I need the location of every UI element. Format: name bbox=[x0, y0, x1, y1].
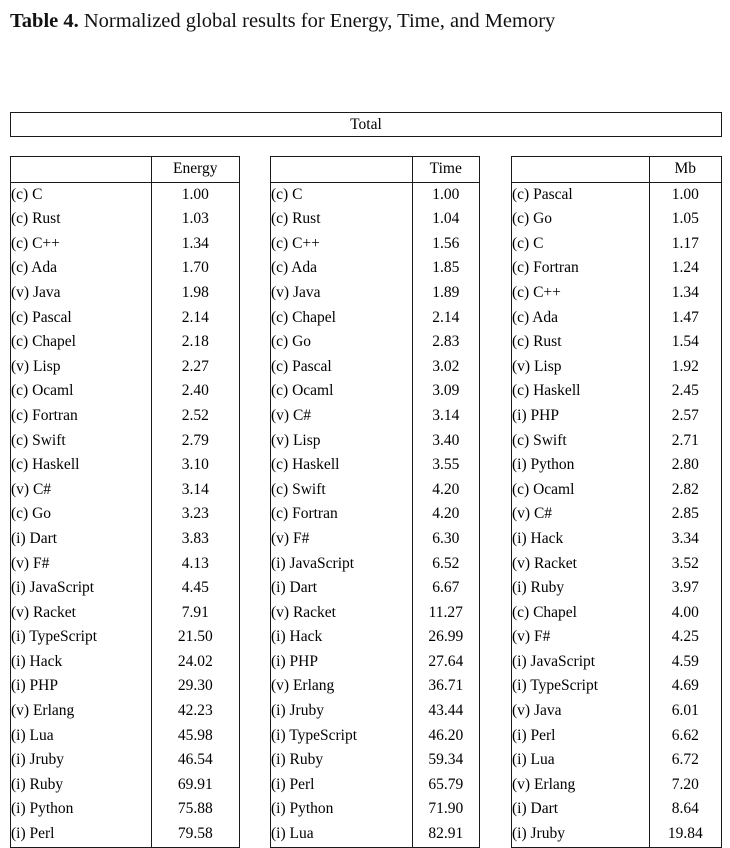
table-row bbox=[11, 256, 239, 281]
table-row bbox=[512, 527, 721, 552]
value-cell: 65.79 bbox=[412, 773, 479, 798]
value-cell: 1.34 bbox=[649, 281, 721, 306]
table-row bbox=[11, 773, 239, 798]
energy-table-grid bbox=[11, 157, 239, 847]
value-cell: 71.90 bbox=[412, 797, 479, 822]
value-cell: 36.71 bbox=[412, 674, 479, 699]
table-row bbox=[11, 453, 239, 478]
value-cell: 2.14 bbox=[151, 306, 239, 331]
energy-lang-header bbox=[11, 157, 151, 182]
table-row bbox=[271, 306, 479, 331]
value-cell: 6.52 bbox=[412, 552, 479, 577]
language-cell: (i) Python bbox=[271, 800, 334, 818]
table-row bbox=[512, 330, 721, 355]
table-row bbox=[271, 478, 479, 503]
value-cell: 59.34 bbox=[412, 748, 479, 773]
table-row bbox=[11, 699, 239, 724]
table-row bbox=[512, 601, 721, 626]
value-cell: 6.62 bbox=[649, 724, 721, 749]
table-caption-label: Table 4. bbox=[10, 10, 79, 32]
value-cell: 6.72 bbox=[649, 748, 721, 773]
time-table-body bbox=[271, 182, 479, 847]
table-row bbox=[271, 429, 479, 454]
language-cell: (i) Jruby bbox=[512, 825, 565, 843]
value-cell: 1.34 bbox=[151, 232, 239, 257]
language-cell: (v) C# bbox=[512, 505, 553, 523]
table-row bbox=[512, 625, 721, 650]
table-row bbox=[271, 724, 479, 749]
language-cell: (i) Lua bbox=[512, 751, 555, 769]
language-cell: (i) Lua bbox=[271, 825, 314, 843]
language-cell: (c) Ada bbox=[271, 259, 318, 277]
value-cell: 19.84 bbox=[649, 822, 721, 847]
time-lang-header bbox=[271, 157, 412, 182]
language-cell: (i) PHP bbox=[11, 677, 58, 695]
language-cell: (i) TypeScript bbox=[512, 677, 599, 695]
table-row bbox=[271, 601, 479, 626]
table-row bbox=[11, 404, 239, 429]
table-row bbox=[11, 650, 239, 675]
language-cell: (v) F# bbox=[512, 628, 551, 646]
language-cell: (c) Ada bbox=[512, 308, 559, 326]
language-cell: (v) Racket bbox=[512, 554, 577, 572]
value-cell: 45.98 bbox=[151, 724, 239, 749]
table-row bbox=[271, 281, 479, 306]
language-cell: (c) Haskell bbox=[271, 456, 340, 474]
table-row bbox=[11, 674, 239, 699]
value-cell: 3.02 bbox=[412, 355, 479, 380]
table-row bbox=[271, 748, 479, 773]
table-row bbox=[271, 502, 479, 527]
table-row bbox=[11, 601, 239, 626]
value-cell: 2.57 bbox=[649, 404, 721, 429]
language-cell: (v) Lisp bbox=[271, 431, 321, 449]
table-row bbox=[512, 797, 721, 822]
value-cell: 1.03 bbox=[151, 207, 239, 232]
value-cell: 29.30 bbox=[151, 674, 239, 699]
language-cell: (c) Rust bbox=[512, 333, 562, 351]
language-cell: (c) C bbox=[271, 185, 303, 203]
language-cell: (i) Hack bbox=[11, 652, 63, 670]
language-cell: (v) Lisp bbox=[512, 357, 562, 375]
value-cell: 1.17 bbox=[649, 232, 721, 257]
language-cell: (c) C bbox=[11, 185, 43, 203]
language-cell: (c) Haskell bbox=[11, 456, 80, 474]
language-cell: (i) Dart bbox=[271, 579, 318, 597]
language-cell: (c) C++ bbox=[512, 283, 561, 301]
table-row bbox=[512, 379, 721, 404]
value-cell: 1.92 bbox=[649, 355, 721, 380]
value-cell: 3.83 bbox=[151, 527, 239, 552]
language-cell: (v) Erlang bbox=[512, 775, 576, 793]
table-row bbox=[271, 330, 479, 355]
time-table-head bbox=[271, 157, 479, 182]
table-row bbox=[512, 453, 721, 478]
value-cell: 3.55 bbox=[412, 453, 479, 478]
value-cell: 2.83 bbox=[412, 330, 479, 355]
language-cell: (c) Pascal bbox=[271, 357, 332, 375]
value-cell: 1.04 bbox=[412, 207, 479, 232]
value-cell: 2.27 bbox=[151, 355, 239, 380]
value-cell: 46.54 bbox=[151, 748, 239, 773]
table-row bbox=[271, 527, 479, 552]
language-cell: (i) Python bbox=[512, 456, 575, 474]
value-cell: 24.02 bbox=[151, 650, 239, 675]
value-cell: 3.34 bbox=[649, 527, 721, 552]
energy-table bbox=[10, 156, 240, 848]
language-cell: (i) TypeScript bbox=[11, 628, 98, 646]
language-cell: (c) Ocaml bbox=[11, 382, 74, 400]
language-cell: (i) Perl bbox=[512, 726, 556, 744]
language-cell: (v) Racket bbox=[271, 603, 336, 621]
value-cell: 7.91 bbox=[151, 601, 239, 626]
value-cell: 2.14 bbox=[412, 306, 479, 331]
value-cell: 1.00 bbox=[649, 182, 721, 207]
time-table bbox=[270, 156, 480, 848]
language-cell: (i) Ruby bbox=[271, 751, 324, 769]
value-cell: 6.30 bbox=[412, 527, 479, 552]
table-row bbox=[11, 576, 239, 601]
value-cell: 2.79 bbox=[151, 429, 239, 454]
language-cell: (i) Lua bbox=[11, 726, 54, 744]
table-row bbox=[512, 822, 721, 847]
table-row bbox=[11, 207, 239, 232]
table-row bbox=[512, 232, 721, 257]
language-cell: (i) Hack bbox=[271, 628, 323, 646]
table-row bbox=[512, 699, 721, 724]
table-caption bbox=[10, 6, 716, 37]
value-cell: 21.50 bbox=[151, 625, 239, 650]
language-cell: (c) Rust bbox=[271, 210, 321, 228]
table-row bbox=[11, 281, 239, 306]
energy-table-head bbox=[11, 157, 239, 182]
value-cell: 1.24 bbox=[649, 256, 721, 281]
language-cell: (i) Ruby bbox=[512, 579, 565, 597]
language-cell: (c) Fortran bbox=[512, 259, 579, 277]
language-cell: (c) Ocaml bbox=[512, 480, 575, 498]
value-cell: 7.20 bbox=[649, 773, 721, 798]
table-row bbox=[512, 281, 721, 306]
value-cell: 2.40 bbox=[151, 379, 239, 404]
language-cell: (i) PHP bbox=[271, 652, 318, 670]
language-cell: (i) JavaScript bbox=[512, 652, 596, 670]
memory-metric-header: Mb bbox=[649, 157, 721, 182]
table-row bbox=[512, 306, 721, 331]
memory-table-grid bbox=[512, 157, 721, 847]
table-caption-text: Normalized global results for Energy, Time, and Memory bbox=[78, 10, 556, 32]
table-row bbox=[11, 478, 239, 503]
value-cell: 2.82 bbox=[649, 478, 721, 503]
language-cell: (v) Java bbox=[271, 283, 321, 301]
total-header-box bbox=[10, 112, 722, 137]
value-cell: 2.80 bbox=[649, 453, 721, 478]
table-row bbox=[512, 502, 721, 527]
language-cell: (v) Erlang bbox=[11, 702, 75, 720]
table-row bbox=[271, 797, 479, 822]
value-cell: 4.69 bbox=[649, 674, 721, 699]
language-cell: (i) Python bbox=[11, 800, 74, 818]
value-cell: 42.23 bbox=[151, 699, 239, 724]
table-row bbox=[512, 650, 721, 675]
table-row bbox=[11, 527, 239, 552]
table-header-row bbox=[271, 157, 479, 182]
language-cell: (c) C bbox=[512, 234, 544, 252]
table-row bbox=[11, 182, 239, 207]
table-row bbox=[271, 256, 479, 281]
language-cell: (v) F# bbox=[271, 529, 310, 547]
language-cell: (i) Dart bbox=[11, 529, 58, 547]
language-cell: (c) Chapel bbox=[512, 603, 577, 621]
table-row bbox=[271, 822, 479, 847]
value-cell: 8.64 bbox=[649, 797, 721, 822]
value-cell: 1.70 bbox=[151, 256, 239, 281]
value-cell: 79.58 bbox=[151, 822, 239, 847]
value-cell: 1.00 bbox=[412, 182, 479, 207]
value-cell: 3.10 bbox=[151, 453, 239, 478]
language-cell: (i) JavaScript bbox=[11, 579, 95, 597]
language-cell: (i) TypeScript bbox=[271, 726, 358, 744]
language-cell: (c) Pascal bbox=[11, 308, 72, 326]
value-cell: 4.25 bbox=[649, 625, 721, 650]
value-cell: 6.01 bbox=[649, 699, 721, 724]
table-row bbox=[271, 404, 479, 429]
value-cell: 1.47 bbox=[649, 306, 721, 331]
value-cell: 1.05 bbox=[649, 207, 721, 232]
table-row bbox=[11, 379, 239, 404]
value-cell: 2.52 bbox=[151, 404, 239, 429]
value-cell: 2.85 bbox=[649, 502, 721, 527]
value-cell: 3.14 bbox=[151, 478, 239, 503]
table-row bbox=[11, 429, 239, 454]
language-cell: (c) Rust bbox=[11, 210, 61, 228]
value-cell: 6.67 bbox=[412, 576, 479, 601]
energy-metric-header: Energy bbox=[151, 157, 239, 182]
table-row bbox=[271, 674, 479, 699]
language-cell: (c) Haskell bbox=[512, 382, 581, 400]
memory-table bbox=[511, 156, 722, 848]
table-row bbox=[512, 552, 721, 577]
value-cell: 3.40 bbox=[412, 429, 479, 454]
language-cell: (i) Jruby bbox=[11, 751, 64, 769]
value-cell: 82.91 bbox=[412, 822, 479, 847]
language-cell: (c) Chapel bbox=[11, 333, 76, 351]
table-row bbox=[271, 232, 479, 257]
value-cell: 1.98 bbox=[151, 281, 239, 306]
value-cell: 4.59 bbox=[649, 650, 721, 675]
table-row bbox=[271, 355, 479, 380]
total-header-label: Total bbox=[350, 116, 382, 133]
value-cell: 3.14 bbox=[412, 404, 479, 429]
table-row bbox=[11, 724, 239, 749]
table-row bbox=[271, 699, 479, 724]
table-row bbox=[512, 256, 721, 281]
language-cell: (v) C# bbox=[11, 480, 52, 498]
language-cell: (c) C++ bbox=[11, 234, 60, 252]
table-row bbox=[11, 330, 239, 355]
table-header-row bbox=[512, 157, 721, 182]
value-cell: 27.64 bbox=[412, 650, 479, 675]
language-cell: (v) F# bbox=[11, 554, 50, 572]
language-cell: (v) Racket bbox=[11, 603, 76, 621]
table-row bbox=[11, 625, 239, 650]
value-cell: 4.00 bbox=[649, 601, 721, 626]
table-row bbox=[271, 453, 479, 478]
table-row bbox=[271, 773, 479, 798]
table-row bbox=[11, 355, 239, 380]
language-cell: (c) Fortran bbox=[11, 406, 78, 424]
language-cell: (i) Hack bbox=[512, 529, 564, 547]
table-row bbox=[512, 355, 721, 380]
value-cell: 3.09 bbox=[412, 379, 479, 404]
table-row bbox=[11, 748, 239, 773]
language-cell: (i) Jruby bbox=[271, 702, 324, 720]
language-cell: (i) JavaScript bbox=[271, 554, 355, 572]
language-cell: (v) Erlang bbox=[271, 677, 335, 695]
value-cell: 69.91 bbox=[151, 773, 239, 798]
language-cell: (c) Fortran bbox=[271, 505, 338, 523]
value-cell: 75.88 bbox=[151, 797, 239, 822]
value-cell: 1.00 bbox=[151, 182, 239, 207]
table-row bbox=[11, 822, 239, 847]
table-row bbox=[512, 429, 721, 454]
table-row bbox=[512, 674, 721, 699]
language-cell: (c) Swift bbox=[271, 480, 326, 498]
value-cell: 46.20 bbox=[412, 724, 479, 749]
language-cell: (i) Perl bbox=[11, 825, 55, 843]
table-row bbox=[271, 379, 479, 404]
table-row bbox=[271, 182, 479, 207]
value-cell: 2.18 bbox=[151, 330, 239, 355]
language-cell: (i) Dart bbox=[512, 800, 559, 818]
table-row bbox=[11, 306, 239, 331]
table-row bbox=[271, 650, 479, 675]
energy-table-body bbox=[11, 182, 239, 847]
value-cell: 3.23 bbox=[151, 502, 239, 527]
table-row bbox=[512, 576, 721, 601]
table-row bbox=[271, 207, 479, 232]
language-cell: (c) C++ bbox=[271, 234, 320, 252]
language-cell: (v) Java bbox=[512, 702, 562, 720]
value-cell: 2.45 bbox=[649, 379, 721, 404]
table-row bbox=[271, 625, 479, 650]
language-cell: (c) Swift bbox=[512, 431, 567, 449]
table-row bbox=[512, 724, 721, 749]
value-cell: 4.20 bbox=[412, 502, 479, 527]
language-cell: (i) PHP bbox=[512, 406, 559, 424]
value-cell: 4.20 bbox=[412, 478, 479, 503]
value-cell: 1.85 bbox=[412, 256, 479, 281]
language-cell: (c) Pascal bbox=[512, 185, 573, 203]
language-cell: (c) Ada bbox=[11, 259, 58, 277]
value-cell: 1.89 bbox=[412, 281, 479, 306]
value-cell: 1.56 bbox=[412, 232, 479, 257]
table-row bbox=[512, 404, 721, 429]
memory-lang-header bbox=[512, 157, 649, 182]
language-cell: (c) Go bbox=[11, 505, 52, 523]
table-row bbox=[11, 797, 239, 822]
table-row bbox=[271, 552, 479, 577]
memory-table-head bbox=[512, 157, 721, 182]
language-cell: (c) Go bbox=[512, 210, 553, 228]
table-row bbox=[512, 478, 721, 503]
table-row bbox=[512, 748, 721, 773]
language-cell: (c) Chapel bbox=[271, 308, 336, 326]
value-cell: 43.44 bbox=[412, 699, 479, 724]
language-cell: (i) Ruby bbox=[11, 775, 64, 793]
language-cell: (v) C# bbox=[271, 406, 312, 424]
value-cell: 26.99 bbox=[412, 625, 479, 650]
table-row bbox=[271, 576, 479, 601]
value-cell: 3.97 bbox=[649, 576, 721, 601]
table-row bbox=[512, 207, 721, 232]
value-cell: 3.52 bbox=[649, 552, 721, 577]
value-cell: 2.71 bbox=[649, 429, 721, 454]
language-cell: (v) Java bbox=[11, 283, 61, 301]
memory-table-body bbox=[512, 182, 721, 847]
language-cell: (v) Lisp bbox=[11, 357, 61, 375]
language-cell: (c) Go bbox=[271, 333, 312, 351]
table-row bbox=[11, 502, 239, 527]
table-row bbox=[512, 773, 721, 798]
table-row bbox=[11, 232, 239, 257]
table-header-row bbox=[11, 157, 239, 182]
value-cell: 11.27 bbox=[412, 601, 479, 626]
table-row bbox=[512, 182, 721, 207]
value-cell: 1.54 bbox=[649, 330, 721, 355]
value-cell: 4.13 bbox=[151, 552, 239, 577]
value-cell: 4.45 bbox=[151, 576, 239, 601]
table-row bbox=[11, 552, 239, 577]
language-cell: (c) Ocaml bbox=[271, 382, 334, 400]
language-cell: (c) Swift bbox=[11, 431, 66, 449]
time-metric-header: Time bbox=[412, 157, 479, 182]
language-cell: (i) Perl bbox=[271, 775, 315, 793]
time-table-grid bbox=[271, 157, 479, 847]
